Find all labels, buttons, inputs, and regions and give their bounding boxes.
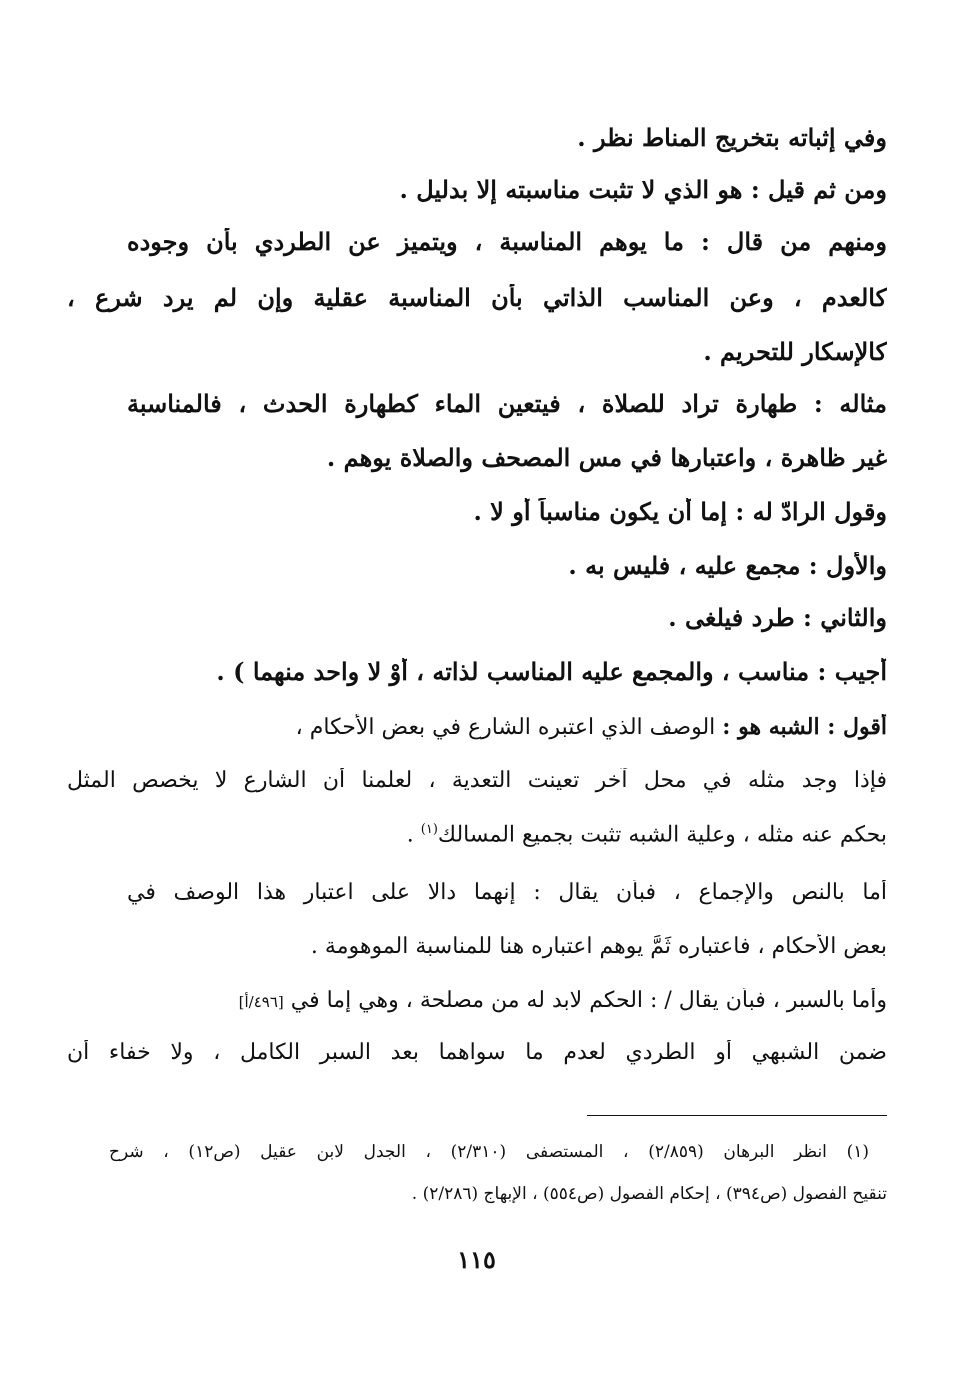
commentary-text: الوصف الذي اعتبره الشارع في بعض الأحكام ، <box>295 715 716 740</box>
main-text-line: مثاله : طهارة تراد للصلاة ، فيتعين الماء كطهارة الحدث ، فالمناسبة <box>127 390 887 418</box>
main-text-line: غير ظاهرة ، واعتبارها في مس المصحف والصلاة يوهم . <box>326 444 887 472</box>
main-text-line: والثاني : طرد فيلغى . <box>668 604 887 632</box>
commentary-text: . <box>406 822 421 848</box>
main-text-line: ومنهم من قال : ما يوهم المناسبة ، ويتميز عن الطردي بأن وجوده <box>127 228 887 256</box>
commentary-line: بعض الأحكام ، فاعتباره ثَمَّ يوهم اعتباره هنا للمناسبة الموهومة . <box>310 934 887 959</box>
main-text-line: كالإسكار للتحريم . <box>703 338 887 366</box>
commentary-line <box>127 988 887 1014</box>
commentary-line: ضمن الشبهي أو الطردي لعدم ما سواهما بعد السبر الكامل ، ولا خفاء أن <box>67 1040 887 1065</box>
footnote-line: (١) انظر البرهان (٢/٨٥٩) ، المستصفى (٢/٣١٠) ، الجدل لابن عقيل (ص١٢) ، شرح <box>109 1142 869 1162</box>
commentary-line <box>67 822 887 849</box>
main-text-line: وقول الرادّ له : إما أن يكون مناسباً أو لا . <box>473 498 887 526</box>
footnote-line: تنقيح الفصول (ص٣٩٤) ، إحكام الفصول (ص٥٥٤) ، الإبهاج (٢/٢٨٦) . <box>411 1184 887 1204</box>
footnote-marker: (١) <box>420 822 438 837</box>
main-text-line: ومن ثم قيل : هو الذي لا تثبت مناسبته إلا بدليل . <box>399 176 887 204</box>
commentary-text: وأما بالسبر ، فبأن يقال / : الحكم لابد له من مصلحة ، وهي إما في <box>290 988 887 1013</box>
commentary-line <box>127 714 887 741</box>
footnote-separator <box>587 1115 887 1116</box>
main-text-line: والأول : مجمع عليه ، فليس به . <box>568 552 887 580</box>
commentary-line: أما بالنص والإجماع ، فبأن يقال : إنهما دالا على اعتبار هذا الوصف في <box>127 880 887 905</box>
commentary-heading: أقول : الشبه هو : <box>722 714 887 740</box>
main-text-line: كالعدم ، وعن المناسب الذاتي بأن المناسبة عقلية وإن لم يرد شرع ، <box>67 284 887 312</box>
main-text-line: وفي إثباته بتخريج المناط نظر . <box>577 124 887 152</box>
commentary-line: فإذا وجد مثله في محل آخر تعينت التعدية ، لعلمنا أن الشارع لا يخصص المثل <box>67 768 887 793</box>
manuscript-ref: [٤٩٦/أ] <box>238 993 284 1011</box>
commentary-text: بحكم عنه مثله ، وعلية الشبه تثبت بجميع المسالك <box>437 822 887 848</box>
main-text-line: أجيب : مناسب ، والمجمع عليه المناسب لذاته ، أوْ لا واحد منهما ) . <box>216 658 887 686</box>
page-number: ١١٥ <box>457 1245 496 1274</box>
